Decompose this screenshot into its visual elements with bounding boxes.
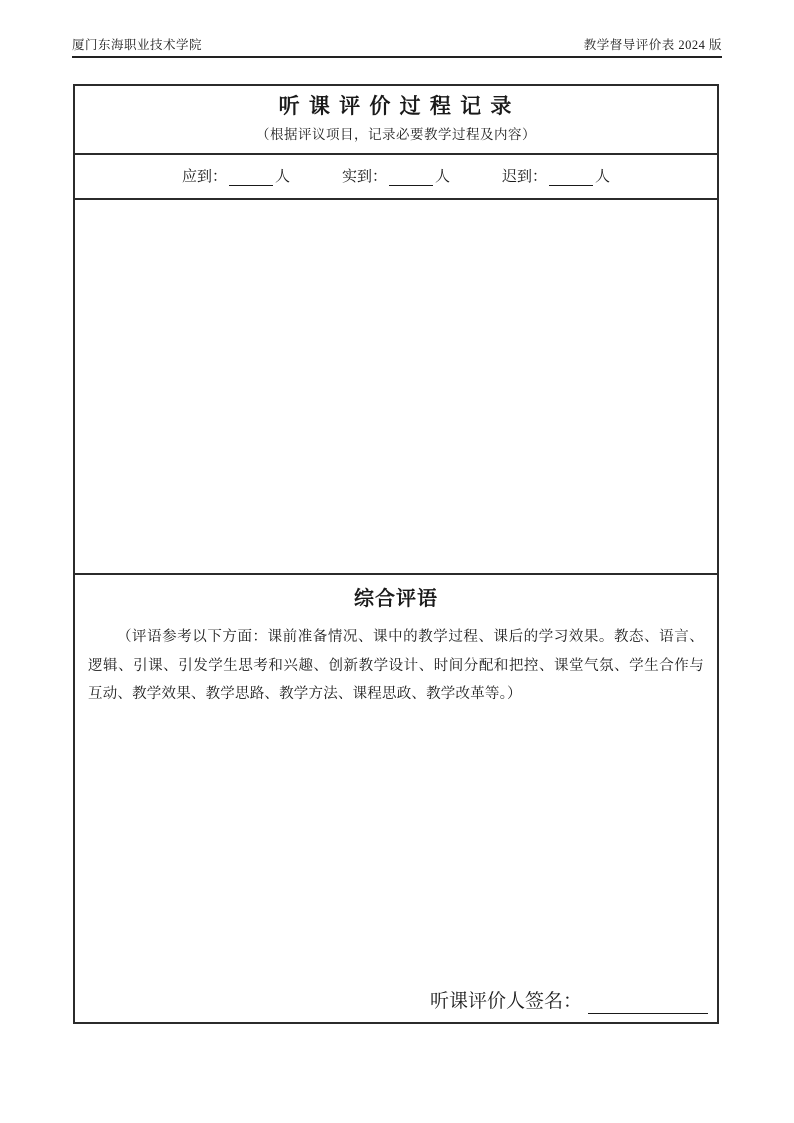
expected-unit: 人 (274, 168, 290, 185)
title-section (75, 86, 717, 153)
form-subtitle: （根据评议项目，记录必要教学过程及内容） (256, 127, 536, 142)
attendance-actual (342, 168, 450, 186)
expected-count-field[interactable] (229, 170, 273, 186)
actual-count-field[interactable] (389, 170, 433, 186)
actual-label: 实到： (341, 168, 387, 185)
late-unit: 人 (595, 168, 611, 185)
late-count-field[interactable] (549, 170, 593, 186)
expected-label: 应到： (181, 168, 227, 185)
comments-section (75, 573, 717, 1022)
attendance-row (75, 153, 717, 198)
actual-unit: 人 (435, 168, 451, 185)
header-institution: 厦门东海职业技术学院 (72, 38, 203, 52)
lecture-record-area[interactable] (75, 198, 717, 573)
signature-label: 听课评价人签名： (429, 991, 582, 1012)
signature-row (430, 990, 708, 1014)
form-title: 听 课 评 价 过 程 记 录 (278, 94, 514, 118)
evaluation-form-table (73, 84, 719, 1024)
attendance-expected (182, 168, 290, 186)
comments-input-area[interactable] (75, 710, 717, 977)
page-header (72, 36, 722, 58)
comments-heading: 综合评语 (354, 588, 438, 610)
attendance-late (502, 168, 610, 186)
late-label: 迟到： (502, 168, 548, 185)
comments-guideline: （评语参考以下方面：课前准备情况、课中的教学过程、课后的学习效果。教态、语言、逻辑、引课、引发学生思考和兴趣、创新教学设计、时间分配和把控、课堂气氛、学生合作与互动、教学效果、教学思路、教学方法、课程思政、教学改革等。） (88, 629, 704, 702)
signature-field[interactable] (588, 994, 708, 1014)
header-form-version: 教学督导评价表 2024 版 (583, 38, 722, 52)
